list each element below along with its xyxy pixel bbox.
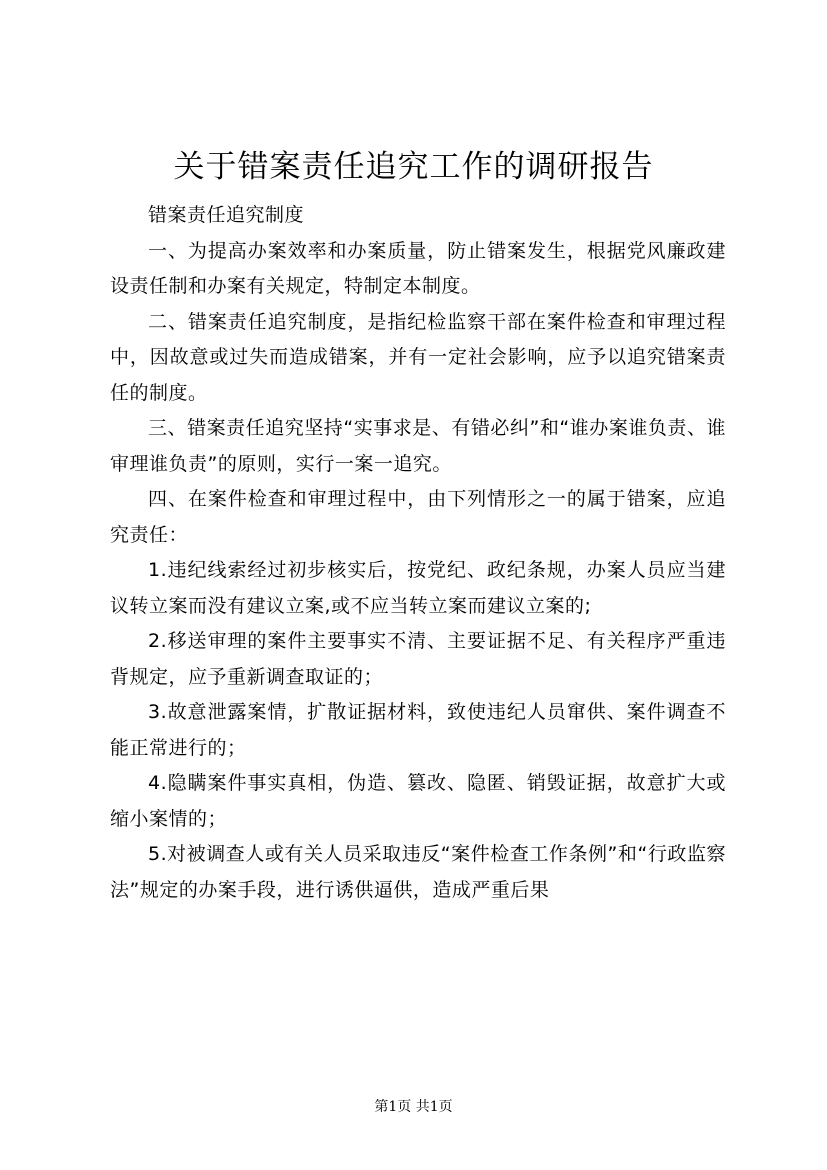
list-item-4: 4.隐瞒案件事实真相，伪造、篡改、隐匿、销毁证据，故意扩大或缩小案情的；: [110, 772, 726, 830]
paragraph-3: 三、错案责任追究坚持“实事求是、有错必纠”和“谁办案谁负责、谁审理谁负责”的原则，实行一案一追究。: [110, 417, 726, 475]
document-title: 关于错案责任追究工作的调研报告: [173, 149, 654, 185]
list-item-1: 1.违纪线索经过初步核实后，按党纪、政纪条规，办案人员应当建议转立案而没有建议立案,或不应当转立案而建议立案的;: [110, 559, 726, 617]
page-footer: 第1页 共1页: [374, 1099, 453, 1115]
paragraph-2: 二、错案责任追究制度，是指纪检监察干部在案件检查和审理过程中，因故意或过失而造成错案，并有一定社会影响，应予以追究错案责任的制度。: [110, 310, 726, 404]
paragraph-1: 一、为提高办案效率和办案质量，防止错案发生，根据党风廉政建设责任制和办案有关规定，特制定本制度。: [110, 239, 726, 297]
paragraph-4: 四、在案件检查和审理过程中，由下列情形之一的属于错案，应追究责任：: [110, 488, 726, 546]
list-item-3: 3.故意泄露案情，扩散证据材料，致使违纪人员窜供、案件调查不能正常进行的；: [110, 701, 726, 759]
paragraph-heading: 错案责任追究制度: [148, 204, 305, 226]
document-body: [110, 198, 726, 908]
list-item-5: 5.对被调查人或有关人员采取违反“案件检查工作条例”和“行政监察法”规定的办案手段，进行诱供逼供，造成严重后果: [110, 843, 726, 901]
list-item-2: 2.移送审理的案件主要事实不清、主要证据不足、有关程序严重违背规定，应予重新调查取证的；: [110, 630, 726, 688]
